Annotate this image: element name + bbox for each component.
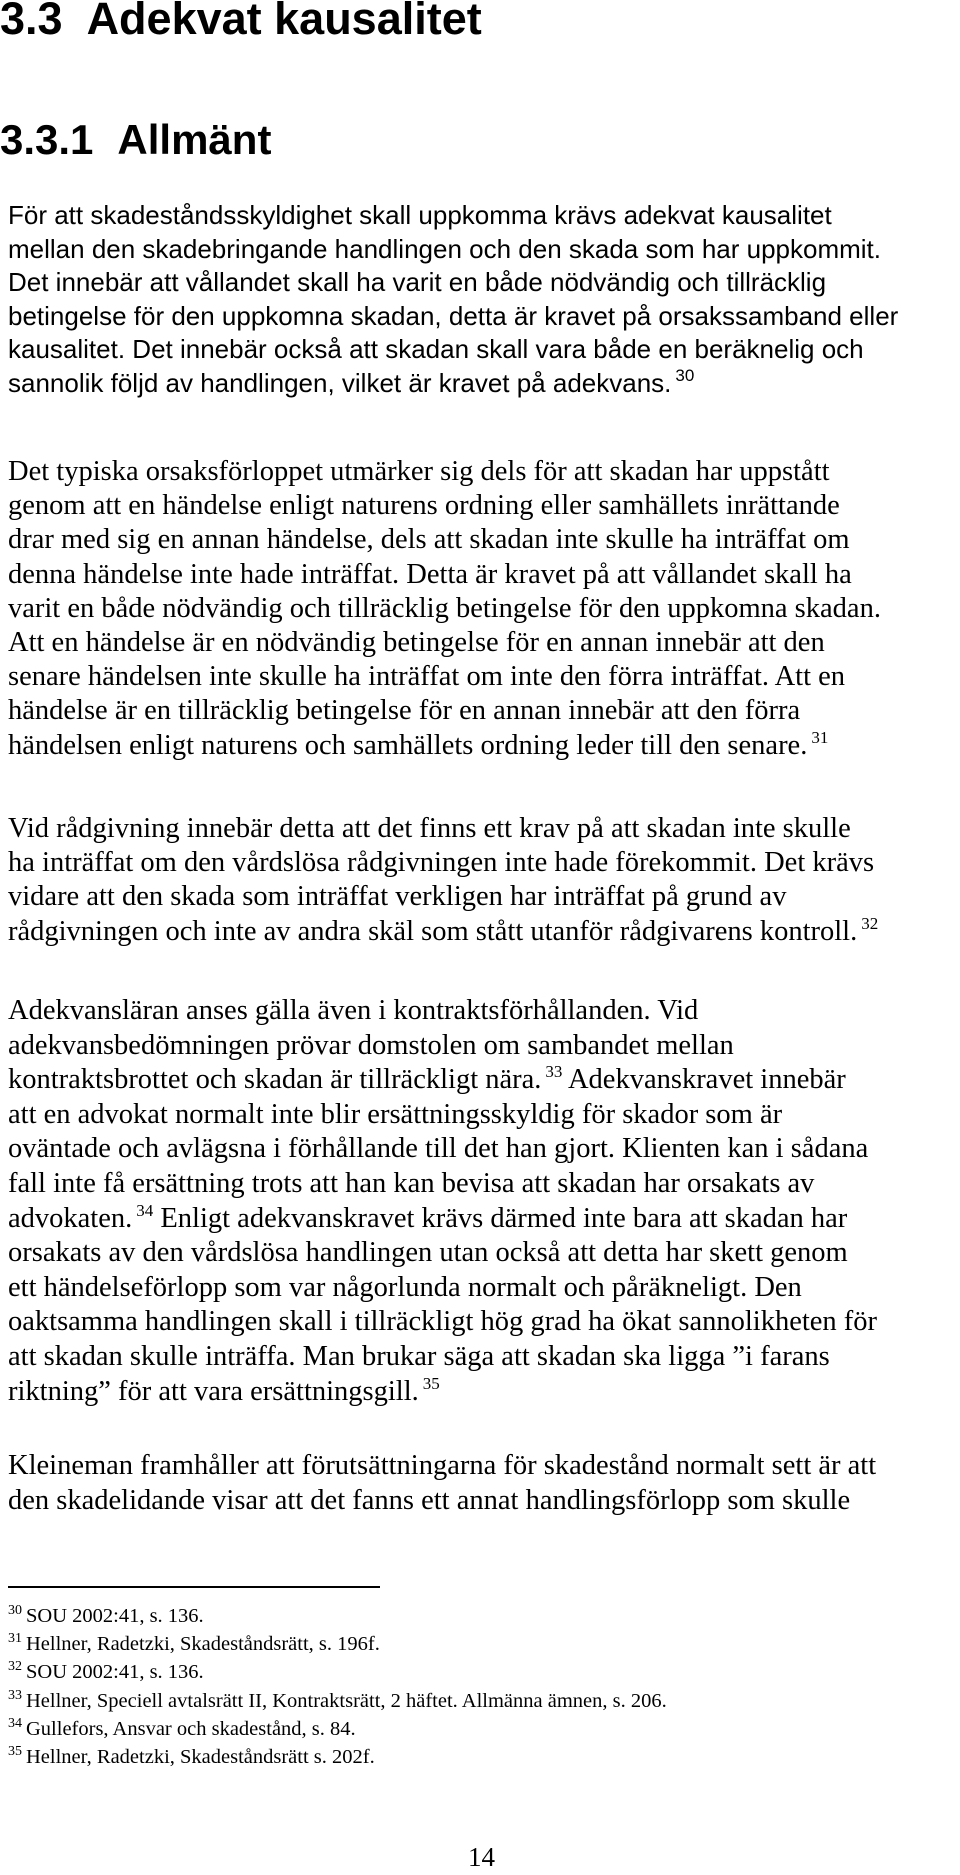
subsection-number: 3.3.1: [0, 116, 94, 163]
footnote-text: Hellner, Radetzki, Skadeståndsrätt, s. 196f.: [26, 1633, 380, 1656]
paragraph-line: denna händelse inte hade inträffat. Detta är kravet på att vållandet skall ha: [8, 558, 852, 590]
footnote: [8, 1658, 667, 1686]
paragraph-line: betingelse för den uppkomna skadan, detta är kravet på orsakssamband eller: [8, 300, 899, 331]
line-text: Adekvanskravet innebär: [567, 1064, 846, 1096]
paragraph-line: [8, 1375, 960, 1410]
subsection-title: Allmänt: [117, 116, 272, 163]
paragraph-line: den skadelidande visar att det fanns ett annat handlingsförlopp som skulle: [8, 1484, 851, 1516]
paragraph-line: Adekvansläran anses gälla även i kontraktsförhållanden. Vid: [8, 995, 699, 1026]
paragraph-line: [8, 367, 960, 401]
footnote-ref[interactable]: 30: [675, 365, 695, 385]
paragraph-line: oväntade och avlägsna i förhållande till det han gjort. Klienten kan i sådana: [8, 1133, 869, 1165]
line-text: händelsen enligt naturens och samhällets ordning leder till den senare.: [8, 729, 808, 761]
paragraph-line: att en advokat normalt inte blir ersättningsskyldig för skador som är: [8, 1098, 783, 1130]
paragraph-line: mellan den skadebringande handlingen och den skada som har uppkommit.: [8, 233, 882, 264]
footnote-text: Gullefors, Ansvar och skadestånd, s. 84.: [26, 1717, 356, 1740]
paragraph-line: [8, 1063, 960, 1098]
paragraph-line: ett händelseförlopp som var någorlunda normalt och påräkneligt. Den: [8, 1271, 802, 1303]
footnote-number: 34: [8, 1715, 22, 1731]
line-text: Enligt adekvanskravet krävs därmed inte bara att skadan har: [160, 1202, 848, 1234]
footnote-ref[interactable]: 33: [545, 1062, 563, 1082]
paragraph-2: [8, 455, 960, 763]
paragraph-line: [8, 729, 960, 763]
footnote-ref[interactable]: 32: [861, 913, 879, 933]
footnote-number: 35: [8, 1744, 22, 1760]
paragraph-line: Det typiska orsaksförloppet utmärker sig dels för att skadan har uppstått: [8, 456, 830, 487]
paragraph-line: att skadan skulle inträffa. Man brukar säga att skadan ska ligga ”i farans: [8, 1340, 830, 1372]
paragraph-line: vidare att den skada som inträffat verkligen har inträffat på grund av: [8, 881, 787, 913]
footnote-number: 31: [8, 1631, 22, 1647]
section-number: 3.3: [0, 0, 63, 44]
paragraph-3: [8, 812, 960, 949]
footnote-text: SOU 2002:41, s. 136.: [26, 1605, 204, 1627]
footnote-number: 33: [8, 1687, 22, 1703]
footnote: [8, 1687, 667, 1715]
line-text: sannolik följd av handlingen, vilket är kravet på adekvans.: [8, 367, 672, 398]
paragraph-4: [8, 994, 960, 1409]
section-title: Adekvat kausalitet: [86, 0, 482, 44]
line-text: kontraktsbrottet och skadan är tillräckligt nära.: [8, 1064, 542, 1096]
paragraph-line: [8, 1202, 960, 1237]
paragraph-line: senare händelsen inte skulle ha inträffat om inte den förra inträffat. Att en: [8, 661, 846, 693]
footnotes: [8, 1602, 667, 1771]
paragraph-line: Kleineman framhåller att förutsättningarna för skadestånd normalt sett är att: [8, 1450, 877, 1481]
paragraph-line: genom att en händelse enligt naturens ordning eller samhällets inrättande: [8, 490, 840, 522]
footnote: [8, 1630, 667, 1658]
footnote-ref[interactable]: 34: [136, 1200, 154, 1220]
paragraph-line: För att skadeståndsskyldighet skall uppkomma krävs adekvat kausalitet: [8, 200, 832, 230]
footnote-separator: [8, 1586, 380, 1588]
paragraph-line: orsakats av den vårdslösa handlingen utan också att detta har skett genom: [8, 1237, 848, 1269]
paragraph-line: fall inte få ersättning trots att han kan bevisa att skadan har orsakats av: [8, 1167, 815, 1199]
line-text: riktning” för att vara ersättningsgill.: [8, 1375, 419, 1407]
footnote-text: Hellner, Radetzki, Skadeståndsrätt s. 202f.: [26, 1746, 375, 1769]
footnote: [8, 1715, 667, 1743]
section-heading: [0, 0, 482, 44]
paragraph-line: Vid rådgivning innebär detta att det finns ett krav på att skadan inte skulle: [8, 813, 851, 844]
footnote-number: 30: [8, 1603, 22, 1618]
line-text: rådgivningen och inte av andra skäl som stått utanför rådgivarens kontroll.: [8, 915, 858, 947]
paragraph-line: ha inträffat om den vårdslösa rådgivningen inte hade förekommit. Det krävs: [8, 847, 875, 879]
subsection-heading: [0, 115, 271, 165]
footnote-text: SOU 2002:41, s. 136.: [26, 1661, 204, 1684]
paragraph-line: Att en händelse är en nödvändig betingelse för en annan innebär att den: [8, 627, 825, 659]
paragraph-line: oaktsamma handlingen skall i tillräckligt hög grad ha ökat sannolikheten för: [8, 1306, 878, 1338]
line-text: advokaten.: [8, 1202, 133, 1234]
paragraph-line: händelse är en tillräcklig betingelse för en annan innebär att den förra: [8, 695, 801, 727]
footnote: [8, 1602, 667, 1630]
footnote-text: Hellner, Speciell avtalsrätt II, Kontraktsrätt, 2 häftet. Allmänna ämnen, s. 206.: [26, 1689, 667, 1712]
line-text: Det innebär att vållandet skall ha varit en både nödvändig och tillräcklig: [8, 267, 827, 298]
paragraph-line: drar med sig en annan händelse, dels att skadan inte skulle ha inträffat om: [8, 524, 850, 556]
page-number: 14: [468, 1842, 495, 1872]
paragraph-line: adekvansbedömningen prövar domstolen om sambandet mellan: [8, 1029, 734, 1061]
paragraph-line: [8, 266, 960, 300]
paragraph-1: [8, 199, 960, 401]
footnote: [8, 1743, 667, 1771]
footnote-number: 32: [8, 1659, 22, 1675]
footnote-ref[interactable]: 31: [811, 727, 829, 747]
paragraph-line: [8, 915, 960, 949]
paragraph-line: varit en både nödvändig och tillräcklig betingelse för den uppkomna skadan.: [8, 592, 881, 624]
paragraph-5: [8, 1449, 960, 1518]
paragraph-line: kausalitet. Det innebär också att skadan skall vara både en beräknelig och: [8, 334, 864, 365]
footnote-ref[interactable]: 35: [422, 1373, 440, 1393]
